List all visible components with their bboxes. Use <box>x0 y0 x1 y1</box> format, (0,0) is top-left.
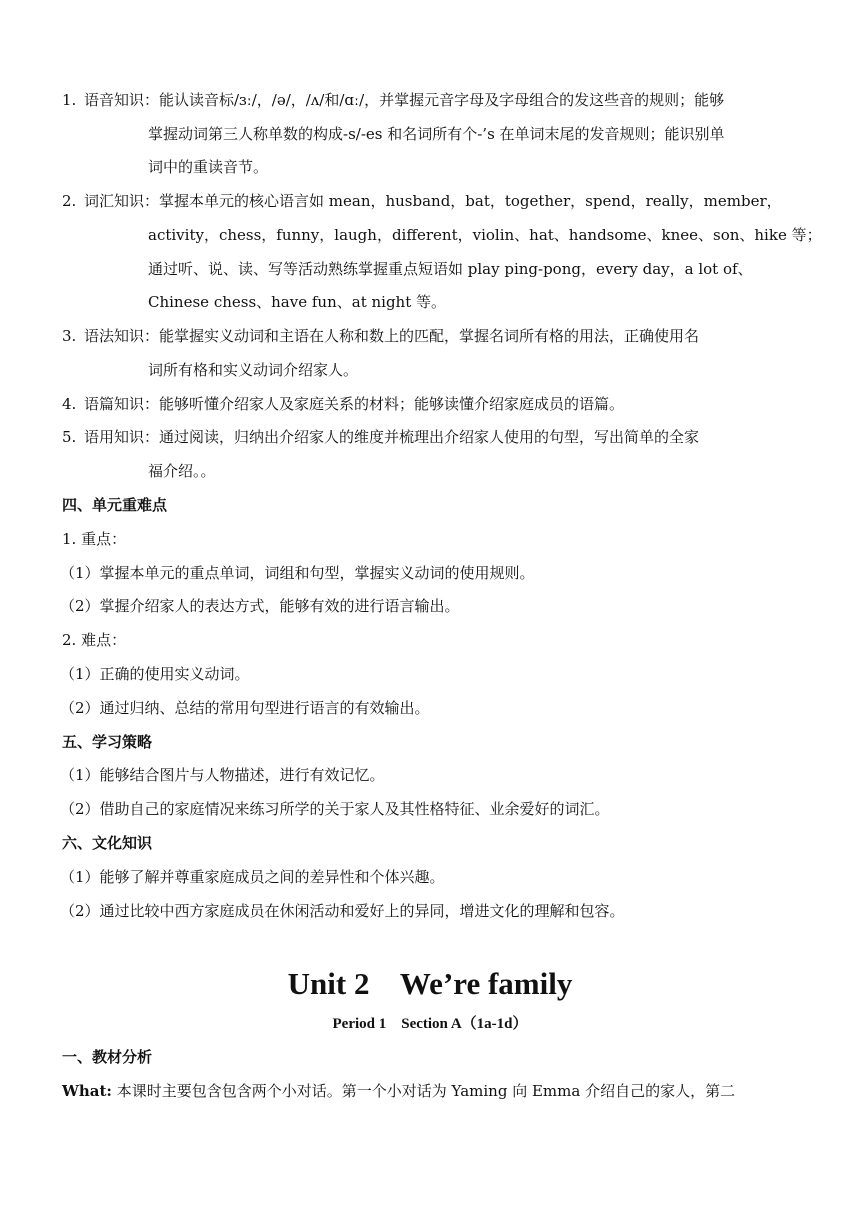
list-item: （1）正确的使用实义动词。 <box>60 665 250 683</box>
item-number: 3. <box>62 327 77 345</box>
what-text: 本课时主要包含包含两个小对话。第一个小对话为 Yaming 向 Emma 介绍自己的家人，第二 <box>111 1082 736 1100</box>
item-text: 掌握动词第三人称单数的构成-s/-es 和名词所有个-’s 在单词末尾的发音规则；能识别单 <box>148 125 725 143</box>
item-text: 语篇知识：能够听懂介绍家人及家庭关系的材料；能够读懂介绍家庭成员的语篇。 <box>84 395 625 413</box>
list-item: （2）借助自己的家庭情况来练习所学的关于家人及其性格特征、业余爱好的词汇。 <box>60 800 610 818</box>
subsection-label: 2. 难点： <box>62 631 127 649</box>
item-number: 2. <box>62 192 77 210</box>
item-number: 5. <box>62 428 77 446</box>
item-text: 语用知识：通过阅读，归纳出介绍家人的维度并梳理出介绍家人使用的句型，写出简单的全家 <box>84 428 700 446</box>
list-item: （2）通过归纳、总结的常用句型进行语言的有效输出。 <box>60 699 430 717</box>
section-heading: 五、学习策略 <box>62 733 153 751</box>
list-item: （1）能够了解并尊重家庭成员之间的差异性和个体兴趣。 <box>60 868 445 886</box>
period-subtitle: Period 1 Section A（1a-1d） <box>332 1016 528 1032</box>
item-text: 语法知识：能掌握实义动词和主语在人称和数上的匹配，掌握名词所有格的用法，正确使用名 <box>84 327 700 345</box>
item-text: 词中的重读音节。 <box>148 158 269 176</box>
item-text: Chinese chess、have fun、at night 等。 <box>148 293 447 311</box>
list-item: （1）能够结合图片与人物描述，进行有效记忆。 <box>60 766 385 784</box>
list-item: （1）掌握本单元的重点单词，词组和句型，掌握实义动词的使用规则。 <box>60 564 535 582</box>
item-text: 词汇知识：掌握本单元的核心语言如 mean，husband，bat，together，spend，really，member， <box>84 192 782 210</box>
item-text: 通过听、说、读、写等活动熟练掌握重点短语如 play ping-pong，every day，a lot of、 <box>148 260 753 278</box>
item-number: 4. <box>62 395 77 413</box>
what-paragraph <box>62 1081 735 1101</box>
section-heading: 六、文化知识 <box>62 834 153 852</box>
list-item: （2）掌握介绍家人的表达方式，能够有效的进行语言输出。 <box>60 597 460 615</box>
item-text: 福介绍。。 <box>148 462 216 480</box>
unit-title: Unit 2 We’re family <box>287 966 573 1001</box>
list-item: （2）通过比较中西方家庭成员在休闲活动和爱好上的异同，增进文化的理解和包容。 <box>60 902 625 920</box>
item-number: 1. <box>62 91 77 109</box>
section-heading: 一、教材分析 <box>62 1048 153 1066</box>
item-text: activity，chess，funny，laugh，different，violin、hat、handsome、knee、son、hike 等； <box>148 226 822 244</box>
what-label: What: <box>62 1082 112 1100</box>
section-heading: 四、单元重难点 <box>62 496 168 514</box>
item-text: 语音知识：能认读音标/ɜː/，/ə/，/ʌ/和/ɑː/，并掌握元音字母及字母组合的发这些音的规则；能够 <box>84 91 725 109</box>
item-text: 词所有格和实义动词介绍家人。 <box>148 361 359 379</box>
subsection-label: 1. 重点： <box>62 530 127 548</box>
